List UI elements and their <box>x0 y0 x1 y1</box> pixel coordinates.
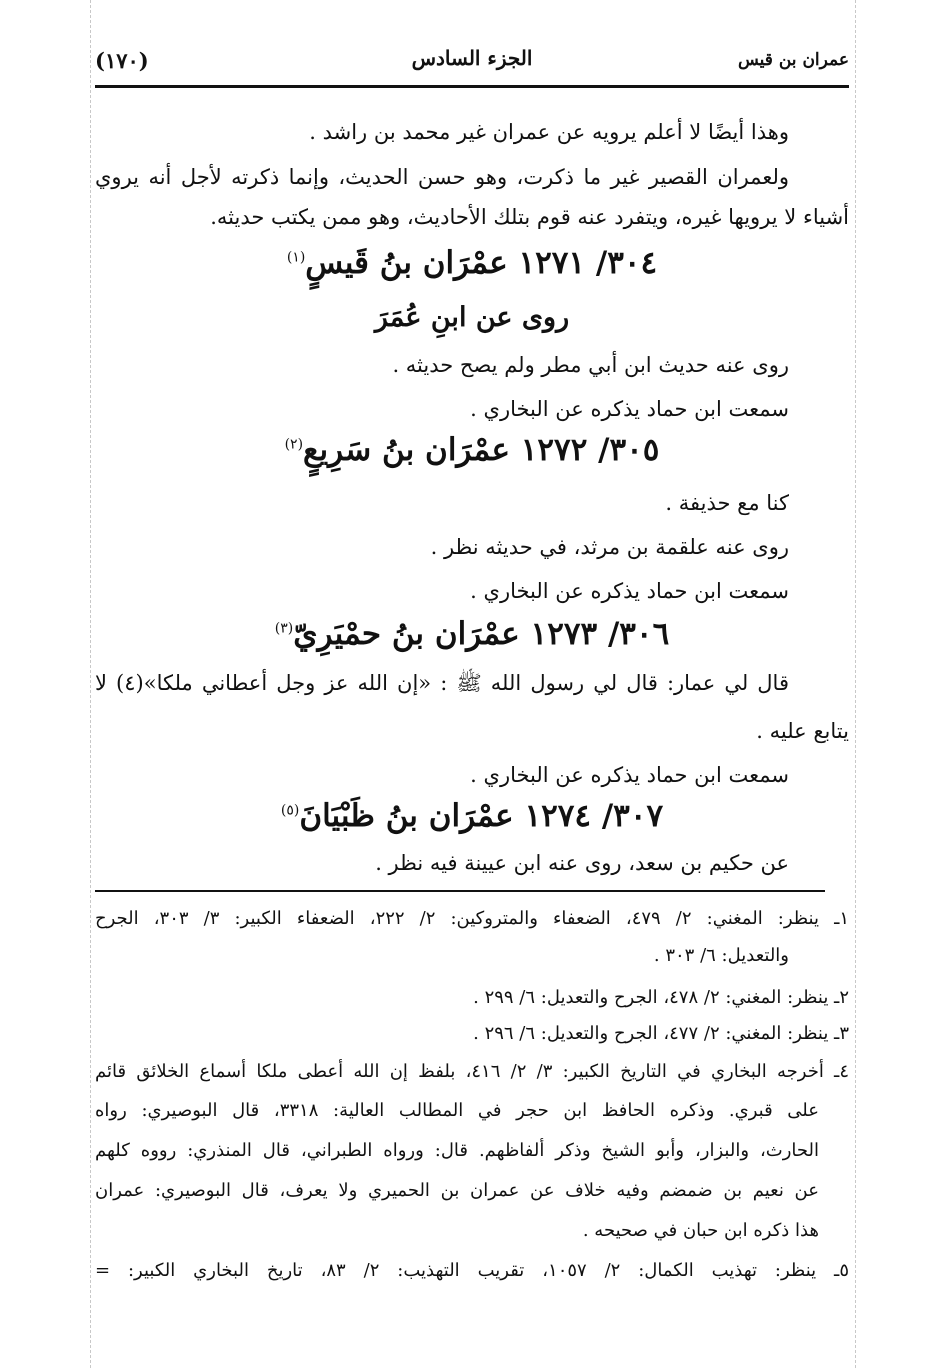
header-rule <box>95 85 849 88</box>
footnote-mark: (٢) <box>284 436 304 453</box>
entry-heading <box>0 432 944 468</box>
body-line: وهذا أيضًا لا أعلم يرويه عن عمران غير محمد بن راشد . <box>309 120 789 144</box>
entry-heading-text: ٣٠٧/ ١٢٧٤ عمْرَان بنُ ظَبْيَانَ <box>299 798 664 834</box>
body-line: روى عنه علقمة بن مرثد، في حديثه نظر . <box>430 535 789 559</box>
entry-heading <box>0 798 944 834</box>
body-line: سمعت ابن حماد يذكره عن البخاري . <box>470 397 789 421</box>
footnote-line: عن نعيم بن ضمضم وفيه خلاف عن عمران بن الحميري ولا يعرف، قال البوصيري: عمران <box>95 1180 819 1201</box>
page-header <box>95 42 849 82</box>
footnote-mark: (٣) <box>274 620 294 637</box>
entry-heading-text: ٣٠٦/ ١٢٧٣ عمْرَان بنُ حمْيَرِيّ <box>293 616 670 652</box>
entry-heading <box>0 245 944 281</box>
body-line: ولعمران القصير غير ما ذكرت، وهو حسن الحديث، وإنما ذكرته لأجل أنه يروي <box>95 165 789 189</box>
guide-line <box>90 0 91 1368</box>
footnote-mark: (١) <box>286 249 306 266</box>
body-line: سمعت ابن حماد يذكره عن البخاري . <box>470 763 789 787</box>
footnote-line: ٤ـ أخرجه البخاري في التاريخ الكبير: ٣/ ٢/ ٤١٦، بلفظ إن الله أعطى ملكا أسماع الخلائق قائم <box>95 1061 849 1082</box>
body-line: قال لي عمار: قال لي رسول الله ﷺ : «إن الله عز وجل أعطاني ملكا»(٤) لا <box>95 671 789 695</box>
footnote-line: ٥ـ ينظر: تهذيب الكمال: ٢/ ١٠٥٧، تقريب التهذيب: ٢/ ٨٣، تاريخ البخاري الكبير: = <box>95 1260 849 1281</box>
body-line: كنا مع حذيفة . <box>665 491 789 515</box>
running-title: الجزء السادس <box>411 46 533 70</box>
body-line: سمعت ابن حماد يذكره عن البخاري . <box>470 579 789 603</box>
footnote-line: ٢ـ ينظر: المغني: ٢/ ٤٧٨، الجرح والتعديل: ٦/ ٢٩٩ . <box>473 987 849 1008</box>
footnote-line: ٣ـ ينظر: المغني: ٢/ ٤٧٧، الجرح والتعديل: ٦/ ٢٩٦ . <box>473 1023 849 1044</box>
body-line: أشياء لا يرويها غيره، ويتفرد عنه قوم بتلك الأحاديث، وهو ممن يكتب حديثه. <box>210 205 849 229</box>
body-line: عن حكيم بن سعد، روى عنه ابن عيينة فيه نظر . <box>375 851 789 875</box>
body-line: روى عنه حديث ابن أبي مطر ولم يصح حديثه . <box>392 353 789 377</box>
footnote-line: والتعديل: ٦/ ٣٠٣ . <box>653 945 789 966</box>
entry-heading-text: ٣٠٥/ ١٢٧٢ عمْرَان بنُ سَرِيعٍ <box>303 432 660 468</box>
footnote-rule <box>95 890 825 892</box>
footnote-line: هذا ذكره ابن حبان في صحيحه . <box>582 1220 819 1241</box>
page-number: (١٧٠) <box>95 48 149 73</box>
running-section-title: عمران بن قيس <box>738 50 849 70</box>
footnote-mark: (٥) <box>280 802 300 819</box>
entry-heading <box>0 616 944 652</box>
guide-line <box>855 0 856 1368</box>
entry-heading-text: ٣٠٤/ ١٢٧١ عمْرَان بنُ قَيسٍ <box>305 245 658 281</box>
footnote-line: ١ـ ينظر: المغني: ٢/ ٤٧٩، الضعفاء والمتروكين: ٢/ ٢٢٢، الضعفاء الكبير: ٣/ ٣٠٣، الجرح <box>95 908 850 929</box>
footnote-line: الحارث، والبزار، وأبو الشيخ وذكر ألفاظهم. قال: ورواه الطبراني، قال المنذري: رووه كلهم <box>95 1140 819 1161</box>
entry-subheading: روى عن ابنِ عُمَرَ <box>374 302 570 333</box>
body-line: يتابع عليه . <box>756 719 849 743</box>
footnote-line: على قبري. وذكره الحافظ ابن حجر في المطالب العالية: ٣٣١٨، قال البوصيري: رواه <box>95 1100 819 1121</box>
